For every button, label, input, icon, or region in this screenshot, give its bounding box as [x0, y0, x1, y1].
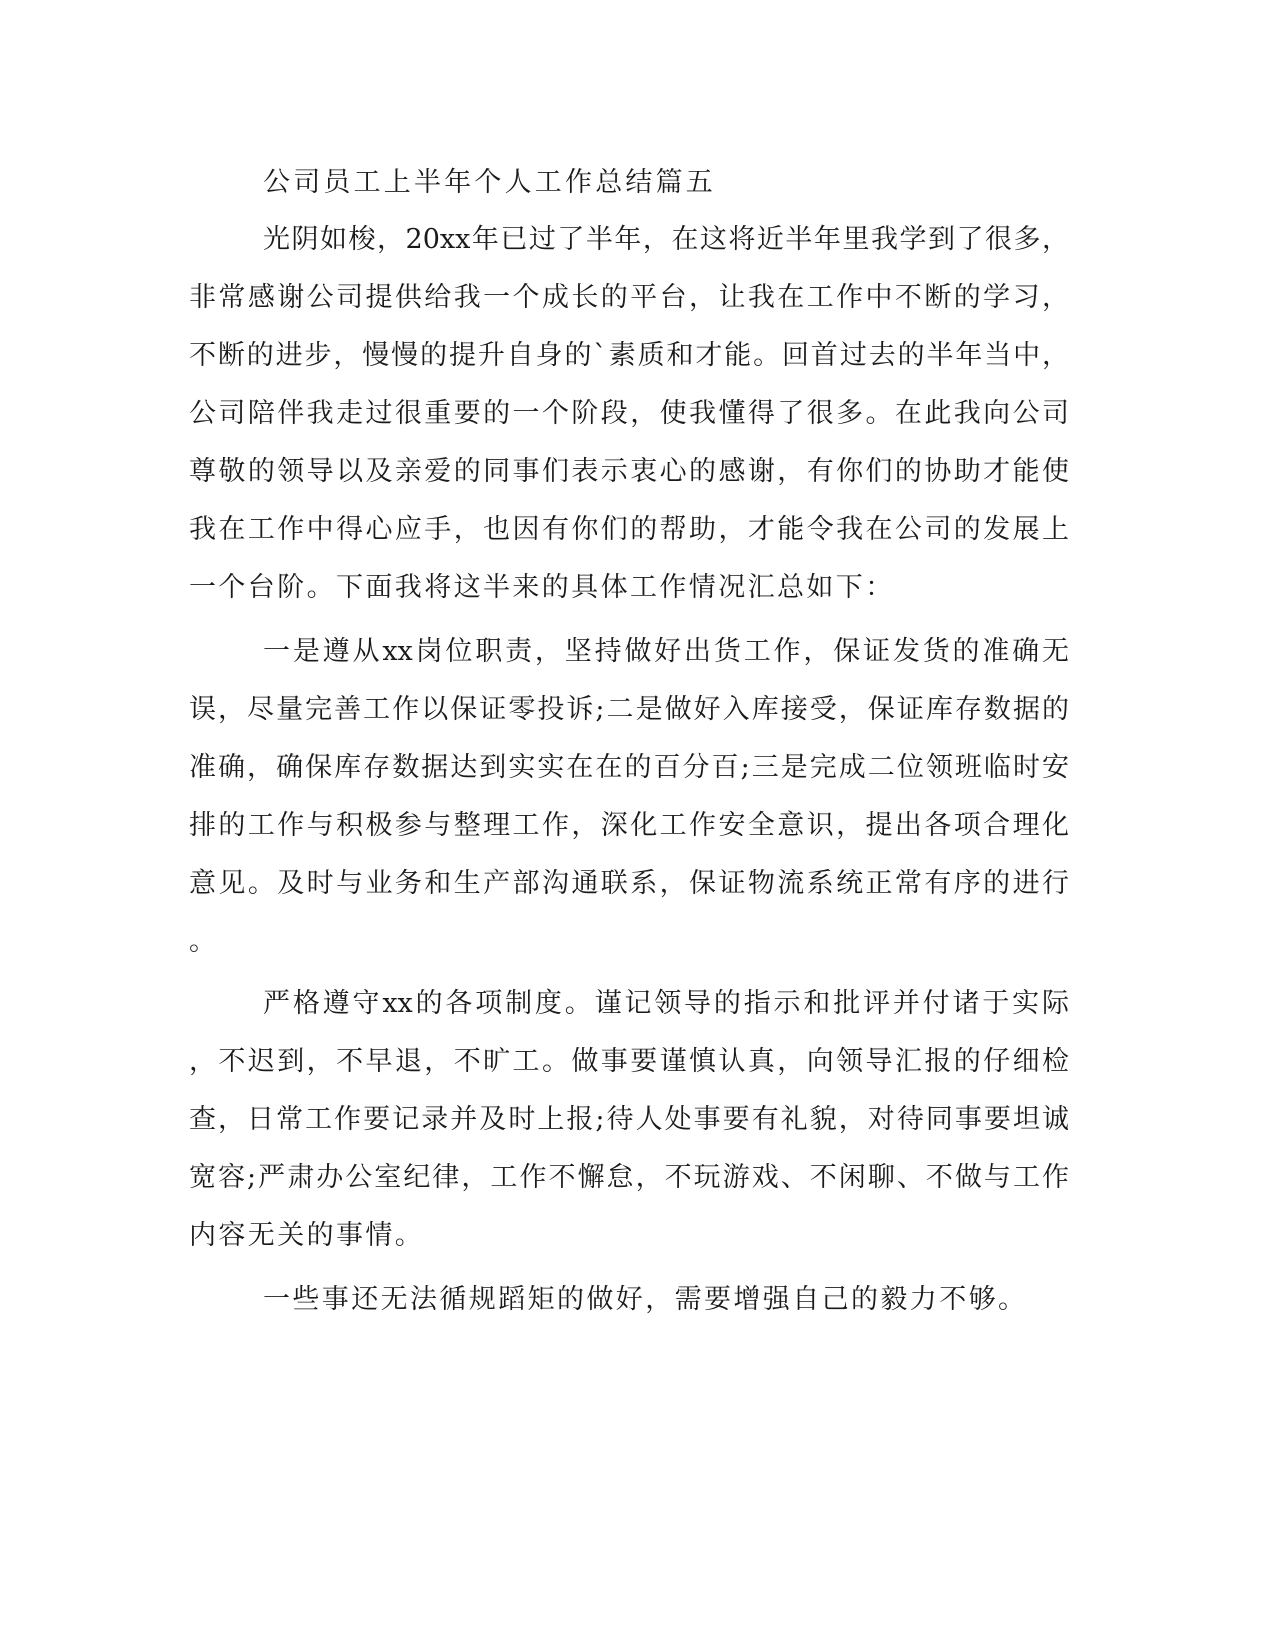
paragraph-line: 排的工作与积极参与整理工作，深化工作安全意识，提出各项合理化	[189, 810, 1069, 841]
paragraph-line: 光阴如梭，20xx年已过了半年，在这将近半年里我学到了很多，	[263, 224, 1069, 255]
paragraph-line: 公司陪伴我走过很重要的一个阶段，使我懂得了很多。在此我向公司	[189, 398, 1069, 429]
paragraph-line: 一个台阶。下面我将这半来的具体工作情况汇总如下：	[189, 572, 895, 603]
paragraph-line: 准确，确保库存数据达到实实在在的百分百;三是完成二位领班临时安	[189, 752, 1069, 783]
paragraph-line: 内容无关的事情。	[189, 1220, 425, 1251]
paragraph-line: 我在工作中得心应手，也因有你们的帮助，才能令我在公司的发展上	[189, 514, 1069, 545]
paragraph-line: 一是遵从xx岗位职责，坚持做好出货工作，保证发货的准确无	[263, 636, 1069, 667]
paragraph-line: 。	[189, 926, 219, 957]
paragraph-line: 意见。及时与业务和生产部沟通联系，保证物流系统正常有序的进行	[189, 868, 1069, 899]
paragraph-line: 尊敬的领导以及亲爱的同事们表示衷心的感谢，有你们的协助才能使	[189, 456, 1069, 487]
document-title: 公司员工上半年个人工作总结篇五	[263, 167, 716, 198]
paragraph-line: 严格遵守xx的各项制度。谨记领导的指示和批评并付诸于实际	[263, 988, 1069, 1019]
paragraph-line: 非常感谢公司提供给我一个成长的平台，让我在工作中不断的学习，	[189, 282, 1069, 313]
paragraph-line: 不断的进步，慢慢的提升自身的`素质和才能。回首过去的半年当中，	[189, 340, 1069, 371]
paragraph-line: 查，日常工作要记录并及时上报;待人处事要有礼貌，对待同事要坦诚	[189, 1104, 1069, 1135]
paragraph-line: ，不迟到，不早退，不旷工。做事要谨慎认真，向领导汇报的仔细检	[189, 1046, 1069, 1077]
paragraph-line: 一些事还无法循规蹈矩的做好，需要增强自己的毅力不够。	[263, 1284, 1028, 1315]
paragraph-line: 误，尽量完善工作以保证零投诉;二是做好入库接受，保证库存数据的	[189, 694, 1069, 725]
paragraph-line: 宽容;严肃办公室纪律，工作不懈怠，不玩游戏、不闲聊、不做与工作	[189, 1162, 1069, 1193]
